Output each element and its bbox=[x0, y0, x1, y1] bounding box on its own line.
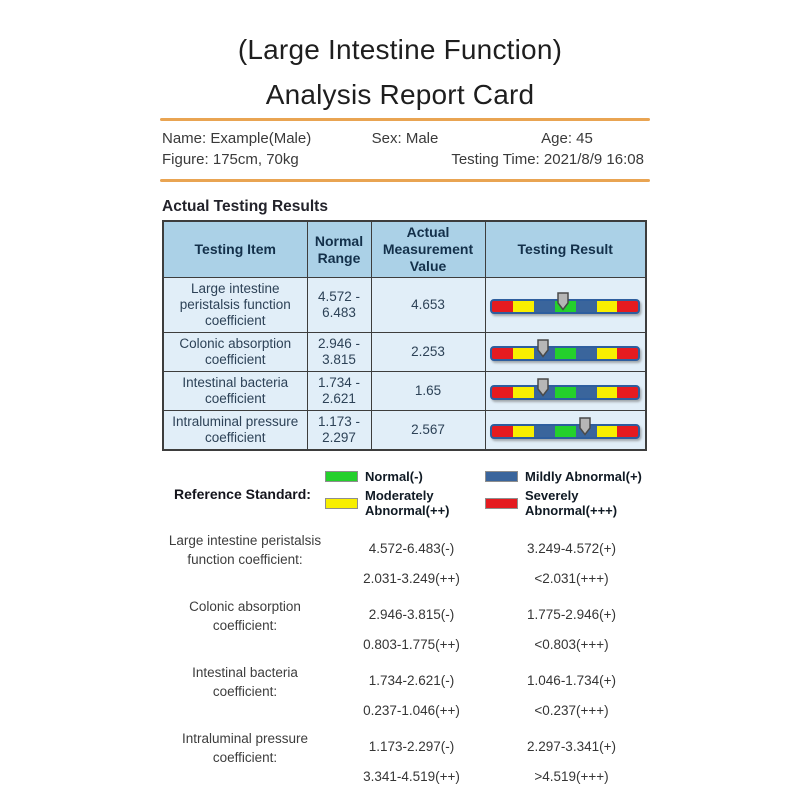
legend-column-1 bbox=[325, 469, 485, 518]
reference-range-mild: 1.775-2.946(+) bbox=[527, 607, 616, 622]
section-heading: Actual Testing Results bbox=[162, 198, 328, 215]
result-bar-segments bbox=[492, 348, 638, 359]
table-row-intraluminal-pressure bbox=[163, 411, 646, 451]
legend-text-line: Mildly Abnormal(+) bbox=[525, 469, 642, 484]
cell-testing-item: Large intestine peristalsis function coefficient bbox=[163, 278, 307, 333]
report-title bbox=[0, 0, 800, 117]
reference-label-line: function coefficient: bbox=[187, 552, 303, 567]
severely-abnormal-color-swatch bbox=[485, 498, 518, 509]
reference-label-line: coefficient: bbox=[212, 750, 278, 765]
patient-sex: Sex: Male bbox=[371, 130, 439, 147]
report-title-line1: (Large Intestine Function) bbox=[237, 34, 563, 65]
result-bar bbox=[490, 385, 640, 400]
cell-result bbox=[485, 333, 646, 372]
reference-item-label bbox=[160, 597, 330, 653]
legend-text-line: Severely bbox=[525, 488, 579, 503]
result-bar bbox=[490, 299, 640, 314]
legend-item-mildly-abnormal bbox=[485, 469, 650, 484]
patient-info-row1 bbox=[162, 128, 648, 149]
reference-item-intestinal-bacteria bbox=[160, 663, 650, 719]
normal-color-swatch bbox=[325, 471, 358, 482]
result-bar bbox=[490, 424, 640, 439]
cell-normal-range: 2.946 - 3.815 bbox=[307, 333, 371, 372]
patient-testing-time: Testing Time: 2021/8/9 16:08 bbox=[451, 151, 644, 168]
patient-age: Age: 45 bbox=[541, 130, 593, 147]
reference-item-label bbox=[160, 729, 330, 785]
legend-text-line: Abnormal(++) bbox=[365, 503, 450, 518]
reference-item-intraluminal-pressure bbox=[160, 729, 650, 785]
result-arrow-icon bbox=[537, 378, 550, 397]
reference-label-line: coefficient: bbox=[212, 684, 278, 699]
cell-value: 1.65 bbox=[371, 372, 485, 411]
reference-range-moderate: 0.803-1.775(++) bbox=[363, 637, 460, 652]
reference-standards-list bbox=[160, 531, 650, 785]
cell-value: 2.567 bbox=[371, 411, 485, 451]
legend-item-label bbox=[365, 488, 450, 518]
reference-range-normal: 1.734-2.621(-) bbox=[368, 673, 455, 688]
legend-item-severely-abnormal bbox=[485, 488, 650, 518]
result-arrow-icon bbox=[537, 339, 550, 358]
result-bar bbox=[490, 346, 640, 361]
legend-item-label bbox=[365, 469, 423, 484]
legend-item-moderately-abnormal bbox=[325, 488, 485, 518]
reference-item-label bbox=[160, 531, 330, 587]
result-arrow-icon bbox=[557, 292, 570, 311]
table-row-intestinal-bacteria bbox=[163, 372, 646, 411]
report-content bbox=[160, 118, 650, 785]
reference-range-moderate: 0.237-1.046(++) bbox=[363, 703, 460, 718]
reference-range-severe: >4.519(+++) bbox=[534, 769, 609, 784]
cell-testing-item: Intestinal bacteria coefficient bbox=[163, 372, 307, 411]
legend-text-line: Normal(-) bbox=[365, 469, 423, 484]
table-row-colonic-absorption bbox=[163, 333, 646, 372]
patient-figure: Figure: 175cm, 70kg bbox=[162, 151, 299, 168]
cell-normal-range: 1.734 - 2.621 bbox=[307, 372, 371, 411]
results-table bbox=[162, 220, 647, 451]
patient-info bbox=[160, 121, 650, 179]
reference-range-moderate: 3.341-4.519(++) bbox=[363, 769, 460, 784]
reference-item-label bbox=[160, 663, 330, 719]
reference-label-line: Intraluminal pressure bbox=[181, 731, 309, 746]
col-header-measurement-value: Actual Measurement Value bbox=[371, 221, 485, 278]
table-row-peristalsis bbox=[163, 278, 646, 333]
legend-item-label bbox=[525, 469, 642, 484]
result-bar-segments bbox=[492, 387, 638, 398]
reference-range-moderate: 2.031-3.249(++) bbox=[363, 571, 460, 586]
col-header-testing-item: Testing Item bbox=[163, 221, 307, 278]
legend-item-normal bbox=[325, 469, 485, 484]
reference-range-severe: <2.031(+++) bbox=[534, 571, 609, 586]
reference-item-peristalsis bbox=[160, 531, 650, 587]
col-header-normal-range: Normal Range bbox=[307, 221, 371, 278]
reference-standard-legend bbox=[160, 469, 650, 518]
reference-item-colonic-absorption bbox=[160, 597, 650, 653]
legend-column-2 bbox=[485, 469, 650, 518]
divider-bottom bbox=[160, 179, 650, 182]
reference-range-normal: 4.572-6.483(-) bbox=[368, 541, 455, 556]
cell-testing-item: Intraluminal pressure coefficient bbox=[163, 411, 307, 451]
cell-result bbox=[485, 372, 646, 411]
reference-range-normal: 1.173-2.297(-) bbox=[368, 739, 455, 754]
reference-label-line: Intestinal bacteria bbox=[192, 665, 298, 680]
reference-label-line: coefficient: bbox=[212, 618, 278, 633]
moderately-abnormal-color-swatch bbox=[325, 498, 358, 509]
legend-text-line: Abnormal(+++) bbox=[525, 503, 618, 518]
reference-label-line: Colonic absorption bbox=[189, 599, 301, 614]
cell-testing-item: Colonic absorption coefficient bbox=[163, 333, 307, 372]
cell-normal-range: 1.173 - 2.297 bbox=[307, 411, 371, 451]
reference-range-severe: <0.803(+++) bbox=[534, 637, 609, 652]
legend-item-label bbox=[525, 488, 617, 518]
cell-result bbox=[485, 411, 646, 451]
reference-range-severe: <0.237(+++) bbox=[534, 703, 609, 718]
cell-value: 4.653 bbox=[371, 278, 485, 333]
result-arrow-icon bbox=[578, 417, 591, 436]
legend-label: Reference Standard: bbox=[174, 485, 311, 502]
reference-label-line: Large intestine peristalsis bbox=[168, 533, 322, 548]
results-table-header-row bbox=[163, 221, 646, 278]
patient-name: Name: Example(Male) bbox=[162, 130, 312, 147]
patient-info-row2 bbox=[162, 149, 648, 170]
mildly-abnormal-color-swatch bbox=[485, 471, 518, 482]
reference-range-mild: 3.249-4.572(+) bbox=[527, 541, 616, 556]
result-bar-segments bbox=[492, 426, 638, 437]
cell-value: 2.253 bbox=[371, 333, 485, 372]
col-header-testing-result: Testing Result bbox=[485, 221, 646, 278]
cell-result bbox=[485, 278, 646, 333]
reference-range-mild: 2.297-3.341(+) bbox=[527, 739, 616, 754]
legend-text-line: Moderately bbox=[365, 488, 434, 503]
reference-range-mild: 1.046-1.734(+) bbox=[527, 673, 616, 688]
report-title-line2: Analysis Report Card bbox=[265, 79, 535, 110]
cell-normal-range: 4.572 - 6.483 bbox=[307, 278, 371, 333]
reference-range-normal: 2.946-3.815(-) bbox=[368, 607, 455, 622]
